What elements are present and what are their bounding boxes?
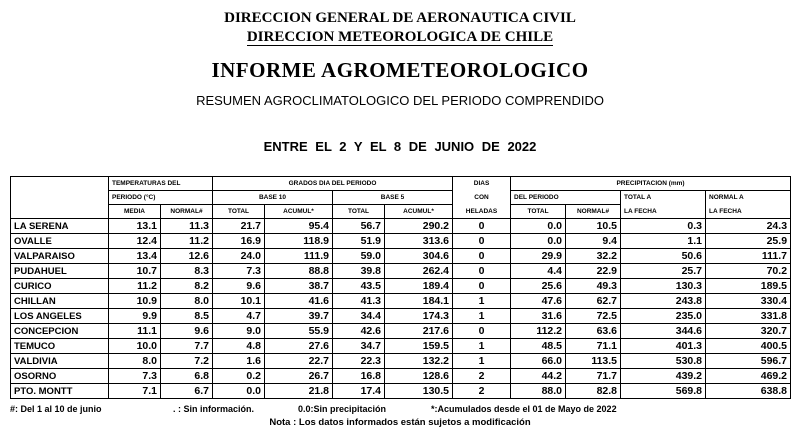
temp-header: TEMPERATURAS DEL	[109, 177, 213, 191]
table-cell: 82.8	[566, 384, 621, 399]
table-cell: 88.8	[265, 264, 333, 279]
header-line-1: DIRECCION GENERAL DE AERONAUTICA CIVIL	[224, 10, 576, 26]
table-cell: 159.5	[385, 339, 453, 354]
table-cell: 41.3	[333, 294, 385, 309]
table-cell: 439.2	[621, 369, 706, 384]
table-cell: 1.6	[213, 354, 265, 369]
table-cell: 48.5	[511, 339, 566, 354]
report-subtitle: RESUMEN AGROCLIMATOLOGICO DEL PERIODO COMPRENDIDO	[196, 93, 604, 108]
table-cell: 25.9	[706, 234, 791, 249]
table-cell: 184.1	[385, 294, 453, 309]
note-sin-informacion: . : Sin información.	[173, 404, 255, 414]
table-cell: 11.2	[109, 279, 161, 294]
report-period: ENTRE EL 2 Y EL 8 DE JUNIO DE 2022	[263, 139, 537, 154]
column-header: TOTAL	[213, 205, 265, 219]
table-cell: 130.3	[621, 279, 706, 294]
table-cell: 331.8	[706, 309, 791, 324]
table-cell: 8.0	[109, 354, 161, 369]
table-cell: 9.6	[161, 324, 213, 339]
table-cell: 8.3	[161, 264, 213, 279]
table-cell: 72.5	[566, 309, 621, 324]
table-cell: 24.3	[706, 219, 791, 234]
table-row	[11, 249, 791, 264]
table-cell: 32.2	[566, 249, 621, 264]
table-cell: 66.0	[511, 354, 566, 369]
table-cell: 7.3	[109, 369, 161, 384]
note-acumulados: *:Acumulados desde el 01 de Mayo de 2022	[431, 404, 617, 414]
table-cell: 43.5	[333, 279, 385, 294]
table-cell: 22.7	[265, 354, 333, 369]
table-row	[11, 369, 791, 384]
station-name: LA SERENA	[11, 219, 109, 234]
table-cell: 11.2	[161, 234, 213, 249]
table-cell: 189.4	[385, 279, 453, 294]
table-cell: 6.8	[161, 369, 213, 384]
station-name: OSORNO	[11, 369, 109, 384]
table-cell: 42.6	[333, 324, 385, 339]
table-cell: 344.6	[621, 324, 706, 339]
table-cell: 118.9	[265, 234, 333, 249]
header-line-2-text: DIRECCION METEOROLOGICA DE CHILE	[246, 29, 554, 45]
table-cell: 44.2	[511, 369, 566, 384]
station-name: TEMUCO	[11, 339, 109, 354]
table-cell: 330.4	[706, 294, 791, 309]
note-normal: #: Del 1 al 10 de junio	[10, 404, 102, 414]
table-cell: 16.9	[213, 234, 265, 249]
table-cell: 62.7	[566, 294, 621, 309]
station-name: CONCEPCION	[11, 324, 109, 339]
table-cell: 111.9	[265, 249, 333, 264]
column-header: MEDIA	[109, 205, 161, 219]
table-cell: 9.9	[109, 309, 161, 324]
column-header: ACUMUL*	[265, 205, 333, 219]
table-cell: 47.6	[511, 294, 566, 309]
station-header-cell	[11, 205, 109, 219]
table-cell: 313.6	[385, 234, 453, 249]
table-cell: 88.0	[511, 384, 566, 399]
table-cell: 4.8	[213, 339, 265, 354]
station-name: CHILLAN	[11, 294, 109, 309]
grados-header: GRADOS DIA DEL PERIODO	[213, 177, 453, 191]
dias-con-header: CON	[453, 191, 511, 205]
column-header: LA FECHA	[621, 205, 706, 219]
column-header: NORMAL#	[161, 205, 213, 219]
table-cell: 290.2	[385, 219, 453, 234]
table-cell: 9.0	[213, 324, 265, 339]
table-cell: 63.6	[566, 324, 621, 339]
table-cell: 10.7	[109, 264, 161, 279]
table-cell: 0	[453, 264, 511, 279]
table-cell: 39.7	[265, 309, 333, 324]
temp-period-header: PERIODO (°C)	[109, 191, 213, 205]
table-cell: 1	[453, 339, 511, 354]
table-cell: 41.6	[265, 294, 333, 309]
table-cell: 113.5	[566, 354, 621, 369]
table-cell: 13.4	[109, 249, 161, 264]
table-cell: 56.7	[333, 219, 385, 234]
table-cell: 9.6	[213, 279, 265, 294]
table-cell: 8.5	[161, 309, 213, 324]
table-cell: 39.8	[333, 264, 385, 279]
table-row	[11, 234, 791, 249]
table-cell: 320.7	[706, 324, 791, 339]
station-name: PTO. MONTT	[11, 384, 109, 399]
table-cell: 262.4	[385, 264, 453, 279]
table-cell: 50.6	[621, 249, 706, 264]
table-cell: 401.3	[621, 339, 706, 354]
table-cell: 7.2	[161, 354, 213, 369]
table-cell: 0	[453, 249, 511, 264]
table-cell: 21.8	[265, 384, 333, 399]
table-cell: 24.0	[213, 249, 265, 264]
table-cell: 55.9	[265, 324, 333, 339]
table-cell: 128.6	[385, 369, 453, 384]
table-cell: 530.8	[621, 354, 706, 369]
column-header: TOTAL	[511, 205, 566, 219]
table-cell: 70.2	[706, 264, 791, 279]
table-cell: 0.3	[621, 219, 706, 234]
table-row	[11, 264, 791, 279]
table-cell: 34.4	[333, 309, 385, 324]
station-name: VALDIVIA	[11, 354, 109, 369]
station-name: PUDAHUEL	[11, 264, 109, 279]
table-cell: 8.2	[161, 279, 213, 294]
table-cell: 34.7	[333, 339, 385, 354]
table-cell: 112.2	[511, 324, 566, 339]
column-header: TOTAL	[333, 205, 385, 219]
table-cell: 17.4	[333, 384, 385, 399]
table-cell: 243.8	[621, 294, 706, 309]
table-cell: 51.9	[333, 234, 385, 249]
table-row	[11, 219, 791, 234]
base5-header: BASE 5	[333, 191, 453, 205]
table-cell: 29.9	[511, 249, 566, 264]
table-cell: 2	[453, 384, 511, 399]
table-cell: 9.4	[566, 234, 621, 249]
table-cell: 4.4	[511, 264, 566, 279]
table-cell: 1.1	[621, 234, 706, 249]
table-cell: 235.0	[621, 309, 706, 324]
station-header-cell	[11, 191, 109, 205]
table-body	[11, 219, 791, 399]
table-cell: 10.9	[109, 294, 161, 309]
table-cell: 25.6	[511, 279, 566, 294]
table-cell: 22.3	[333, 354, 385, 369]
table-cell: 2	[453, 369, 511, 384]
table-cell: 130.5	[385, 384, 453, 399]
table-cell: 217.6	[385, 324, 453, 339]
table-cell: 0	[453, 234, 511, 249]
table-cell: 0.0	[213, 384, 265, 399]
report-title: INFORME AGROMETEOROLOGICO	[211, 58, 589, 82]
table-cell: 71.1	[566, 339, 621, 354]
precip-header: PRECIPITACION (mm)	[511, 177, 791, 191]
table-cell: 174.3	[385, 309, 453, 324]
table-cell: 6.7	[161, 384, 213, 399]
total-a-header: TOTAL A	[621, 191, 706, 205]
table-cell: 0	[453, 324, 511, 339]
table-row	[11, 384, 791, 399]
table-row	[11, 294, 791, 309]
table-cell: 0	[453, 279, 511, 294]
table-cell: 569.8	[621, 384, 706, 399]
normal-a-header: NORMAL A	[706, 191, 791, 205]
table-cell: 0.0	[511, 234, 566, 249]
station-name: CURICO	[11, 279, 109, 294]
station-name: LOS ANGELES	[11, 309, 109, 324]
station-name: VALPARAISO	[11, 249, 109, 264]
del-periodo-header: DEL PERIODO	[511, 191, 621, 205]
table-cell: 0	[453, 219, 511, 234]
base10-header: BASE 10	[213, 191, 333, 205]
table-cell: 16.8	[333, 369, 385, 384]
column-header: NORMAL#	[566, 205, 621, 219]
table-row	[11, 354, 791, 369]
table-row	[11, 309, 791, 324]
table-cell: 27.6	[265, 339, 333, 354]
table-cell: 7.7	[161, 339, 213, 354]
station-header-cell	[11, 177, 109, 191]
table-cell: 21.7	[213, 219, 265, 234]
table-cell: 10.0	[109, 339, 161, 354]
table-cell: 22.9	[566, 264, 621, 279]
table-cell: 304.6	[385, 249, 453, 264]
table-cell: 400.5	[706, 339, 791, 354]
table-cell: 12.6	[161, 249, 213, 264]
table-cell: 11.3	[161, 219, 213, 234]
table-cell: 95.4	[265, 219, 333, 234]
table-cell: 13.1	[109, 219, 161, 234]
table-cell: 25.7	[621, 264, 706, 279]
table-cell: 4.7	[213, 309, 265, 324]
table-cell: 7.3	[213, 264, 265, 279]
table-cell: 1	[453, 294, 511, 309]
table-cell: 10.5	[566, 219, 621, 234]
table-cell: 0.2	[213, 369, 265, 384]
agro-table	[10, 176, 791, 399]
table-cell: 0.0	[511, 219, 566, 234]
table-cell: 8.0	[161, 294, 213, 309]
table-cell: 38.7	[265, 279, 333, 294]
dias-header: DIAS	[453, 177, 511, 191]
table-cell: 111.7	[706, 249, 791, 264]
table-cell: 132.2	[385, 354, 453, 369]
table-row	[11, 279, 791, 294]
table-cell: 1	[453, 354, 511, 369]
header-line-2	[0, 29, 800, 46]
table-cell: 1	[453, 309, 511, 324]
table-head	[11, 177, 791, 219]
table-cell: 7.1	[109, 384, 161, 399]
table-cell: 638.8	[706, 384, 791, 399]
table-cell: 469.2	[706, 369, 791, 384]
column-header: ACUMUL*	[385, 205, 453, 219]
table-cell: 12.4	[109, 234, 161, 249]
footer-nota: Nota : Los datos informados están sujetos a modificación	[269, 417, 531, 428]
column-header: LA FECHA	[706, 205, 791, 219]
column-header: HELADAS	[453, 205, 511, 219]
table-cell: 59.0	[333, 249, 385, 264]
table-cell: 31.6	[511, 309, 566, 324]
table-cell: 596.7	[706, 354, 791, 369]
table-cell: 71.7	[566, 369, 621, 384]
table-cell: 26.7	[265, 369, 333, 384]
note-sin-precipitacion: 0.0:Sin precipitación	[298, 404, 387, 414]
station-name: OVALLE	[11, 234, 109, 249]
table-row	[11, 324, 791, 339]
table-cell: 11.1	[109, 324, 161, 339]
table-row	[11, 339, 791, 354]
table-cell: 189.5	[706, 279, 791, 294]
table-cell: 49.3	[566, 279, 621, 294]
table-cell: 10.1	[213, 294, 265, 309]
